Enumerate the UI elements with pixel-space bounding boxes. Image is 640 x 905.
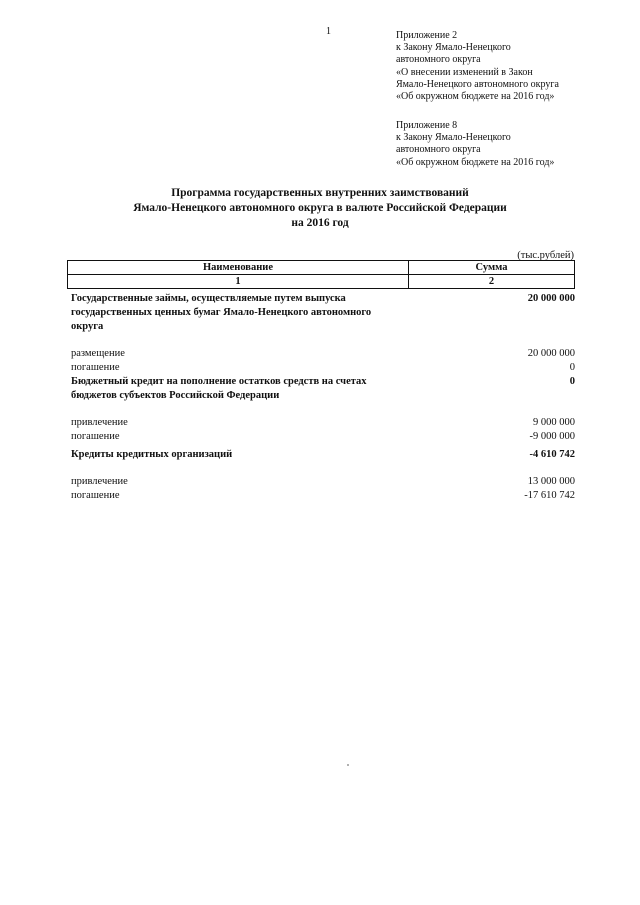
section-row [71, 292, 575, 334]
item-row [71, 347, 575, 361]
item-row [71, 475, 575, 489]
item-name: погашение [71, 490, 120, 501]
appendix-line: автономного округа [396, 144, 481, 156]
item-name: размещение [71, 348, 125, 359]
appendix-line: Приложение 8 [396, 120, 458, 131]
item-name: привлечение [71, 476, 128, 487]
column-number-row [68, 275, 575, 289]
item-value: 0 [569, 362, 575, 373]
item-value: -17 610 742 [524, 490, 575, 501]
item-row [71, 430, 575, 444]
document-title [60, 186, 580, 231]
item-value: 13 000 000 [527, 476, 575, 487]
scan-speck [347, 764, 349, 766]
section-name: Государственные займы, осуществляемые путем выпуска государственных ценных бумаг Ямало-Ненецкого автономного округа [71, 293, 372, 332]
section-row [71, 375, 575, 403]
appendix-line: «Об окружном бюджете на 2016 год» [396, 91, 555, 103]
title-line-3: на 2016 год [291, 217, 349, 229]
appendix-2-reference [396, 30, 559, 103]
item-value: -9 000 000 [529, 431, 575, 442]
item-value: 9 000 000 [533, 417, 575, 428]
table-body [71, 292, 575, 503]
appendix-line: «О внесении изменений в Закон [396, 66, 533, 78]
section-value: 0 [569, 376, 575, 387]
column-number-2: 2 [408, 275, 574, 289]
item-name: привлечение [71, 417, 128, 428]
column-number-1: 1 [68, 275, 409, 289]
section-name: Кредиты кредитных организаций [71, 449, 233, 460]
header-name: Наименование [68, 261, 409, 275]
page-number: 1 [326, 26, 331, 37]
item-row [71, 416, 575, 430]
appendix-line: к Закону Ямало-Ненецкого [396, 132, 511, 144]
appendix-line: Ямало-Ненецкого автономного округа [396, 78, 559, 90]
section-row [71, 448, 575, 462]
appendix-line: к Закону Ямало-Ненецкого [396, 42, 511, 54]
header-row [68, 261, 575, 275]
section-name: Бюджетный кредит на пополнение остатков средств на счетах бюджетов субъектов Российской Федерации [71, 376, 367, 401]
unit-label: (тыс.рублей) [517, 250, 574, 261]
item-row [71, 361, 575, 375]
appendix-line: Приложение 2 [396, 30, 458, 41]
section-value: 20 000 000 [527, 293, 575, 304]
title-line-2: Ямало-Ненецкого автономного округа в валюте Российской Федерации [133, 202, 507, 214]
appendix-8-reference [396, 120, 554, 169]
header-sum: Сумма [408, 261, 574, 275]
item-name: погашение [71, 362, 120, 373]
table-header [67, 260, 575, 289]
item-row [71, 489, 575, 503]
section-value: -4 610 742 [529, 449, 575, 460]
item-name: погашение [71, 431, 120, 442]
item-value: 20 000 000 [527, 348, 575, 359]
title-line-1: Программа государственных внутренних заимствований [171, 187, 469, 199]
appendix-line: «Об окружном бюджете на 2016 год» [396, 156, 555, 168]
appendix-line: автономного округа [396, 54, 481, 66]
